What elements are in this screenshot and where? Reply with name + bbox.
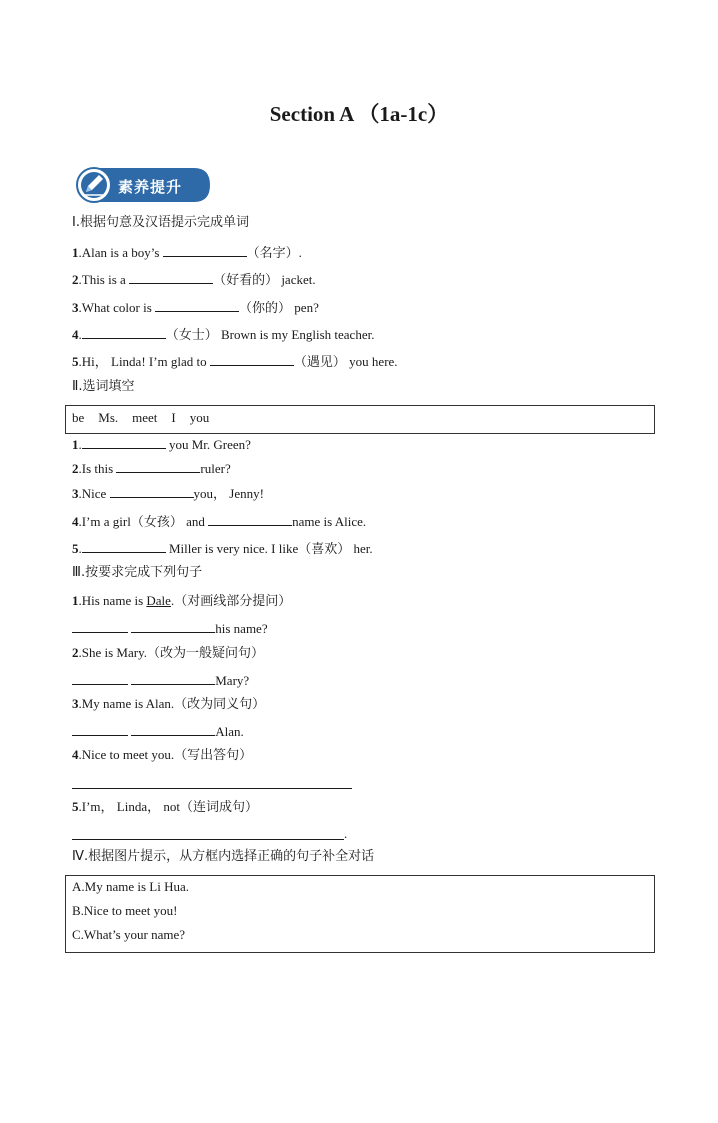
part1-item-3: 3.What color is （你的） pen?	[72, 300, 319, 315]
option-a: A.My name is Li Hua.	[72, 879, 189, 894]
answer-line[interactable]	[72, 788, 352, 789]
part3-q5: 5.I’m， Linda， not（连词成句）	[72, 799, 258, 814]
answer-blank[interactable]	[110, 484, 194, 498]
answer-blank[interactable]	[72, 619, 128, 633]
answer-blank[interactable]	[131, 619, 215, 633]
part3-heading: Ⅲ.按要求完成下列句子	[72, 565, 203, 580]
part2-item-4: 4.I’m a girl（女孩） and name is Alice.	[72, 514, 367, 529]
answer-blank[interactable]	[129, 270, 213, 284]
answer-blank[interactable]	[210, 352, 294, 366]
answer-blank[interactable]	[155, 298, 239, 312]
word-bank-item: Ms.	[98, 410, 119, 425]
answer-blank[interactable]	[82, 539, 166, 553]
part3-q4: 4.Nice to meet you.（写出答句）	[72, 747, 253, 762]
banner-label: 素养提升	[118, 178, 183, 196]
word-bank-item: I	[171, 410, 176, 425]
options-box	[65, 875, 655, 953]
word-bank-box	[65, 405, 655, 434]
word-bank-item: you	[189, 410, 210, 425]
answer-blank[interactable]	[131, 722, 215, 736]
part1-item-2: 2.This is a （好看的） jacket.	[72, 272, 316, 287]
answer-blank[interactable]	[72, 722, 128, 736]
part3-a1: his name?	[72, 619, 268, 637]
option-c: C.What’s your name?	[72, 927, 185, 942]
part3-q1: 1.His name is Dale.（对画线部分提问）	[72, 593, 292, 608]
underlined-word: Dale	[146, 593, 171, 608]
page-title: Section A （1a-1c）	[269, 102, 449, 126]
part1-heading: Ⅰ.根据句意及汉语提示完成单词	[72, 215, 249, 230]
answer-blank[interactable]	[72, 671, 128, 685]
word-bank-item: meet	[132, 410, 158, 425]
part2-item-3: 3.Nice you， Jenny!	[72, 486, 264, 501]
answer-blank[interactable]	[116, 459, 200, 473]
part3-a3: Alan.	[72, 722, 244, 740]
answer-blank[interactable]	[208, 512, 292, 526]
answer-blank[interactable]	[163, 243, 247, 257]
part4-heading: Ⅳ.根据图片提示，从方框内选择正确的句子补全对话	[72, 849, 375, 864]
part3-a2: Mary?	[72, 671, 249, 689]
word-bank-item: be	[72, 410, 85, 425]
part3-q3: 3.My name is Alan.（改为同义句）	[72, 696, 266, 711]
part1-item-1: 1.Alan is a boy’s （名字）.	[72, 245, 302, 260]
part3-q2: 2.She is Mary.（改为一般疑问句）	[72, 645, 264, 660]
part2-item-1: 1. you Mr. Green?	[72, 437, 251, 452]
option-b: B.Nice to meet you!	[72, 903, 178, 918]
part2-item-5: 5. Miller is very nice. I like（喜欢） her.	[72, 541, 373, 556]
part1-item-4: 4. （女士） Brown is my English teacher.	[72, 327, 375, 342]
answer-blank[interactable]	[131, 671, 215, 685]
part2-heading: Ⅱ.选词填空	[72, 379, 135, 394]
part1-item-5: 5.Hi， Linda! I’m glad to （遇见） you here.	[72, 354, 398, 369]
answer-blank[interactable]	[82, 435, 166, 449]
end-period: .	[344, 826, 348, 841]
part2-item-2: 2.Is this ruler?	[72, 461, 231, 476]
answer-line[interactable]	[72, 839, 344, 840]
answer-blank[interactable]	[82, 325, 166, 339]
